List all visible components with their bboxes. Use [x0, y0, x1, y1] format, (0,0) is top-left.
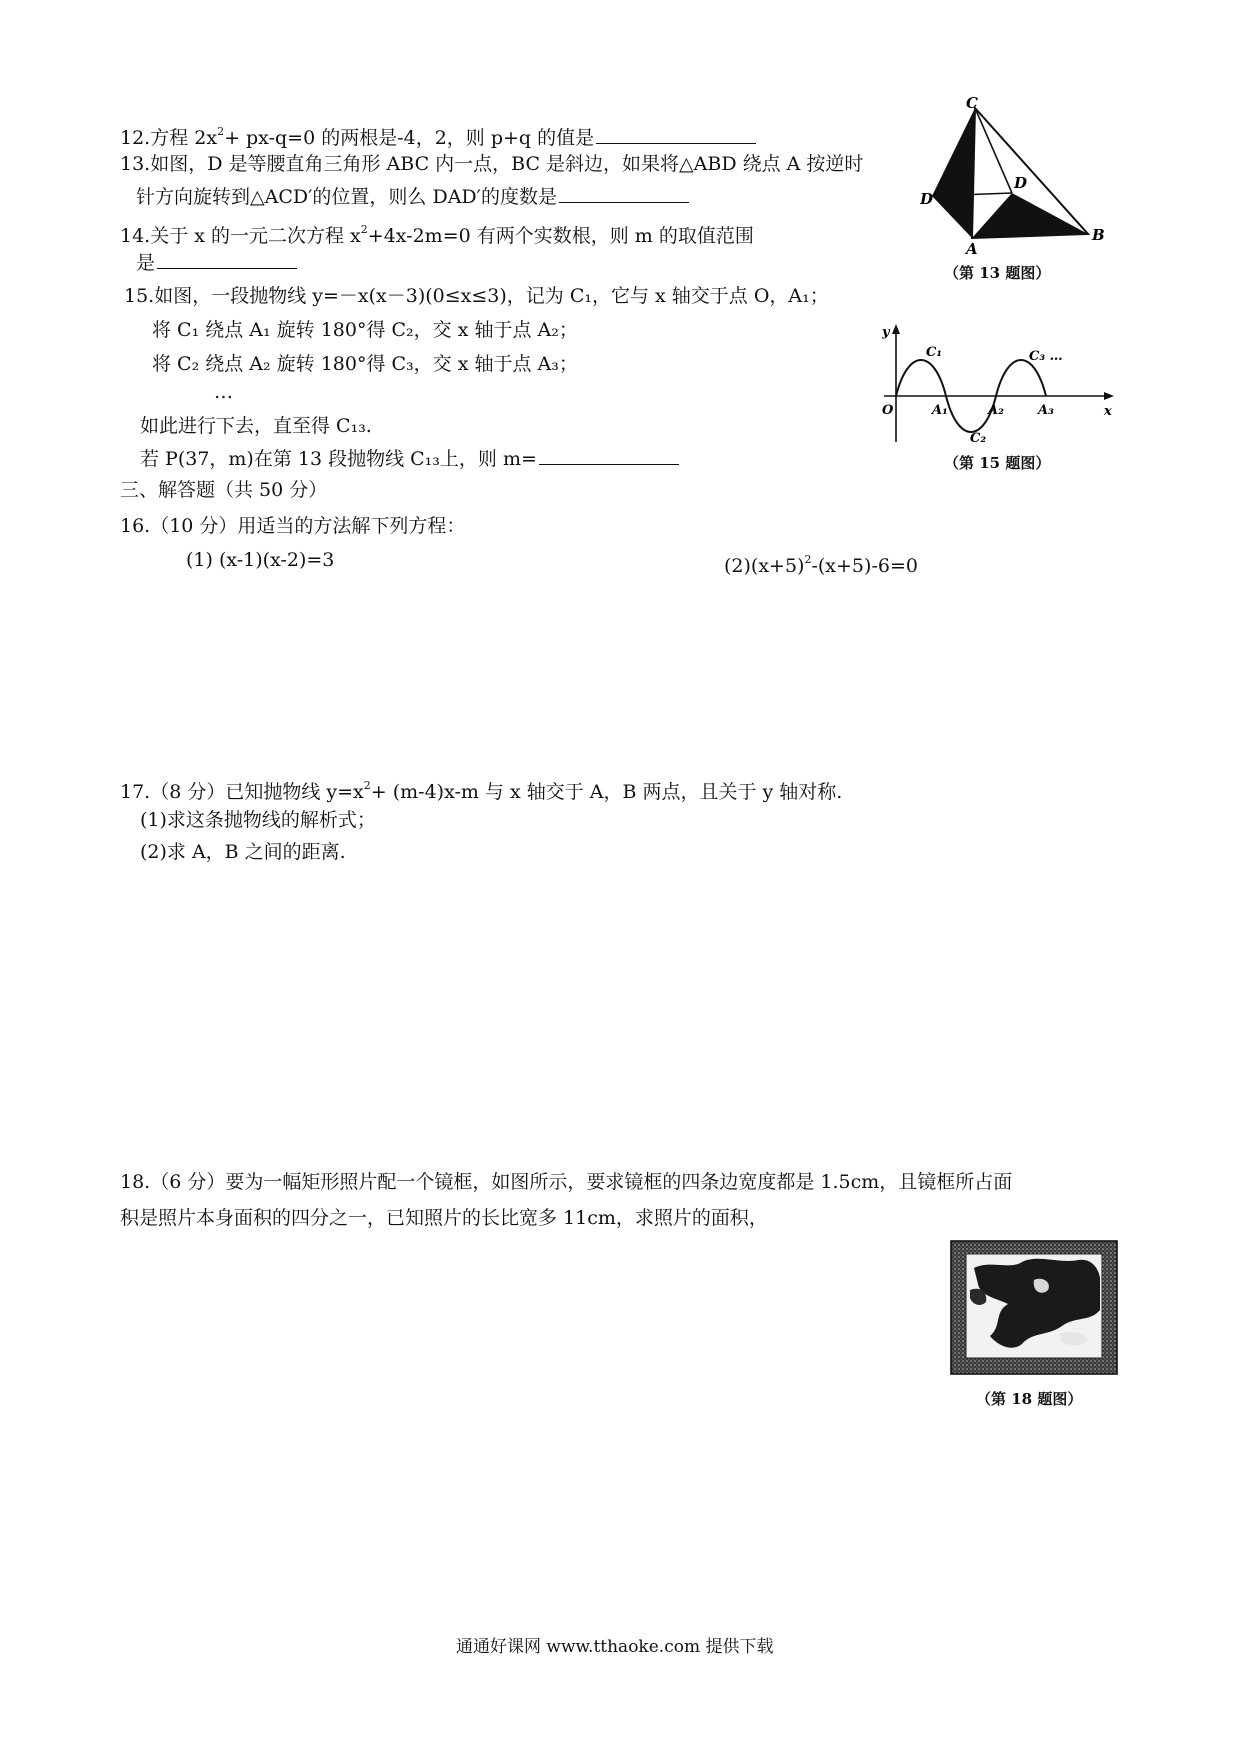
question-16-title: 16.（10 分）用适当的方法解下列方程： — [120, 515, 466, 537]
q12-text-a: 12.方程 2x — [120, 127, 218, 149]
q12-text-b: + px-q=0 的两根是-4，2，则 p+q 的值是 — [224, 127, 595, 149]
question-17-part2: (2)求 A，B 之间的距离. — [140, 841, 346, 863]
figure-15-label-c1: C₁ — [926, 345, 943, 360]
q12-answer-blank[interactable] — [596, 123, 756, 144]
figure-15-label-y: y — [882, 325, 890, 340]
q14-text-c: 是 — [136, 252, 156, 274]
figure-13-label-b: B — [1092, 226, 1105, 244]
q13-text: 针方向旋转到△ACD′的位置，则么 DAD′的度数是 — [136, 186, 557, 208]
figure-15-label-a2: A₂ — [988, 403, 1004, 418]
question-14-line2 — [136, 248, 297, 277]
question-15-line6 — [140, 444, 679, 473]
q14-sup: 2 — [360, 223, 368, 236]
question-15-line5: 如此进行下去，直至得 C₁₃. — [140, 415, 372, 437]
figure-18-photo — [966, 1254, 1102, 1358]
figure-15-y-arrow — [892, 324, 900, 334]
figure-15-x-arrow — [1104, 392, 1114, 400]
figure-18-framed-photo — [950, 1240, 1120, 1376]
figure-15-curve-c1 — [896, 360, 946, 396]
figure-13-label-c: C — [966, 96, 978, 112]
figure-15-label-a3: A₃ — [1038, 403, 1054, 418]
q17-text-a: 17.（8 分）已知抛物线 y=x — [120, 781, 364, 803]
question-18-line2: 积是照片本身面积的四分之一，已知照片的长比宽多 11cm，求照片的面积， — [120, 1207, 768, 1229]
q17-sup: 2 — [363, 779, 371, 792]
question-15-ellipsis: … — [214, 381, 233, 403]
question-13-line2 — [136, 182, 689, 211]
question-15-line1: 15.如图，一段抛物线 y=－x(x－3)(0≤x≤3)，记为 C₁，它与 x 轴交于点 O，A₁； — [124, 285, 829, 307]
figure-13-diagram — [920, 96, 1120, 256]
figure-13-segment-cd — [975, 108, 1012, 193]
figure-13-triangle-acd — [932, 108, 975, 238]
q14-answer-blank[interactable] — [157, 248, 297, 269]
q14-text-a: 14.关于 x 的一元二次方程 x — [120, 225, 361, 247]
section-3-heading: 三、解答题（共 50 分） — [120, 479, 328, 501]
figure-15-label-o: O — [882, 403, 894, 418]
figure-15-label-a1: A₁ — [932, 403, 948, 418]
figure-13-label-d: D — [1014, 174, 1028, 192]
question-14 — [120, 216, 754, 250]
q14-text-b: +4x-2m=0 有两个实数根，则 m 的取值范围 — [367, 225, 754, 247]
question-15-line3: 将 C₂ 绕点 A₂ 旋转 180°得 C₃，交 x 轴于点 A₃； — [152, 353, 578, 375]
q13-answer-blank[interactable] — [559, 182, 689, 203]
page-footer: 通通好课网 www.tthaoke.com 提供下载 — [456, 1637, 774, 1657]
question-17 — [120, 772, 842, 806]
figure-15-graph — [866, 320, 1122, 450]
question-16-part2 — [724, 546, 918, 580]
question-15-line2: 将 C₁ 绕点 A₁ 旋转 180°得 C₂，交 x 轴于点 A₂； — [152, 319, 578, 341]
question-18-line1: 18.（6 分）要为一幅矩形照片配一个镜框，如图所示，要求镜框的四条边宽度都是 1.5cm，且镜框所占面 — [120, 1171, 1013, 1193]
figure-15-label-x: x — [1104, 404, 1112, 419]
q16-part2-b: -(x+5)-6=0 — [811, 555, 918, 577]
q12-sup: 2 — [217, 125, 225, 138]
q17-text-b: + (m-4)x-m 与 x 轴交于 A，B 两点，且关于 y 轴对称. — [370, 781, 843, 803]
q16-part2-a: (2)(x+5) — [724, 555, 805, 577]
figure-18-caption: （第 18 题图） — [976, 1390, 1083, 1408]
q15-text: 若 P(37，m)在第 13 段抛物线 C₁₃上，则 m= — [140, 448, 537, 470]
figure-13-caption: （第 13 题图） — [944, 264, 1051, 282]
figure-15-label-c3: C₃ … — [1029, 349, 1063, 364]
figure-15-caption: （第 15 题图） — [944, 454, 1051, 472]
figure-13-label-a: A — [966, 240, 978, 256]
figure-13-label-dprime: D′ — [920, 190, 937, 208]
question-12 — [120, 118, 756, 152]
question-17-part1: (1)求这条抛物线的解析式； — [140, 809, 376, 831]
question-16-part1: (1) (x-1)(x-2)=3 — [186, 549, 335, 571]
question-13-line1: 13.如图，D 是等腰直角三角形 ABC 内一点，BC 是斜边，如果将△ABD 绕点 A 按逆时 — [120, 153, 864, 175]
figure-15-curve-c3 — [996, 360, 1046, 396]
figure-15-label-c2: C₂ — [970, 431, 987, 446]
q15-answer-blank[interactable] — [539, 444, 679, 465]
q16-part2-sup: 2 — [804, 553, 812, 566]
